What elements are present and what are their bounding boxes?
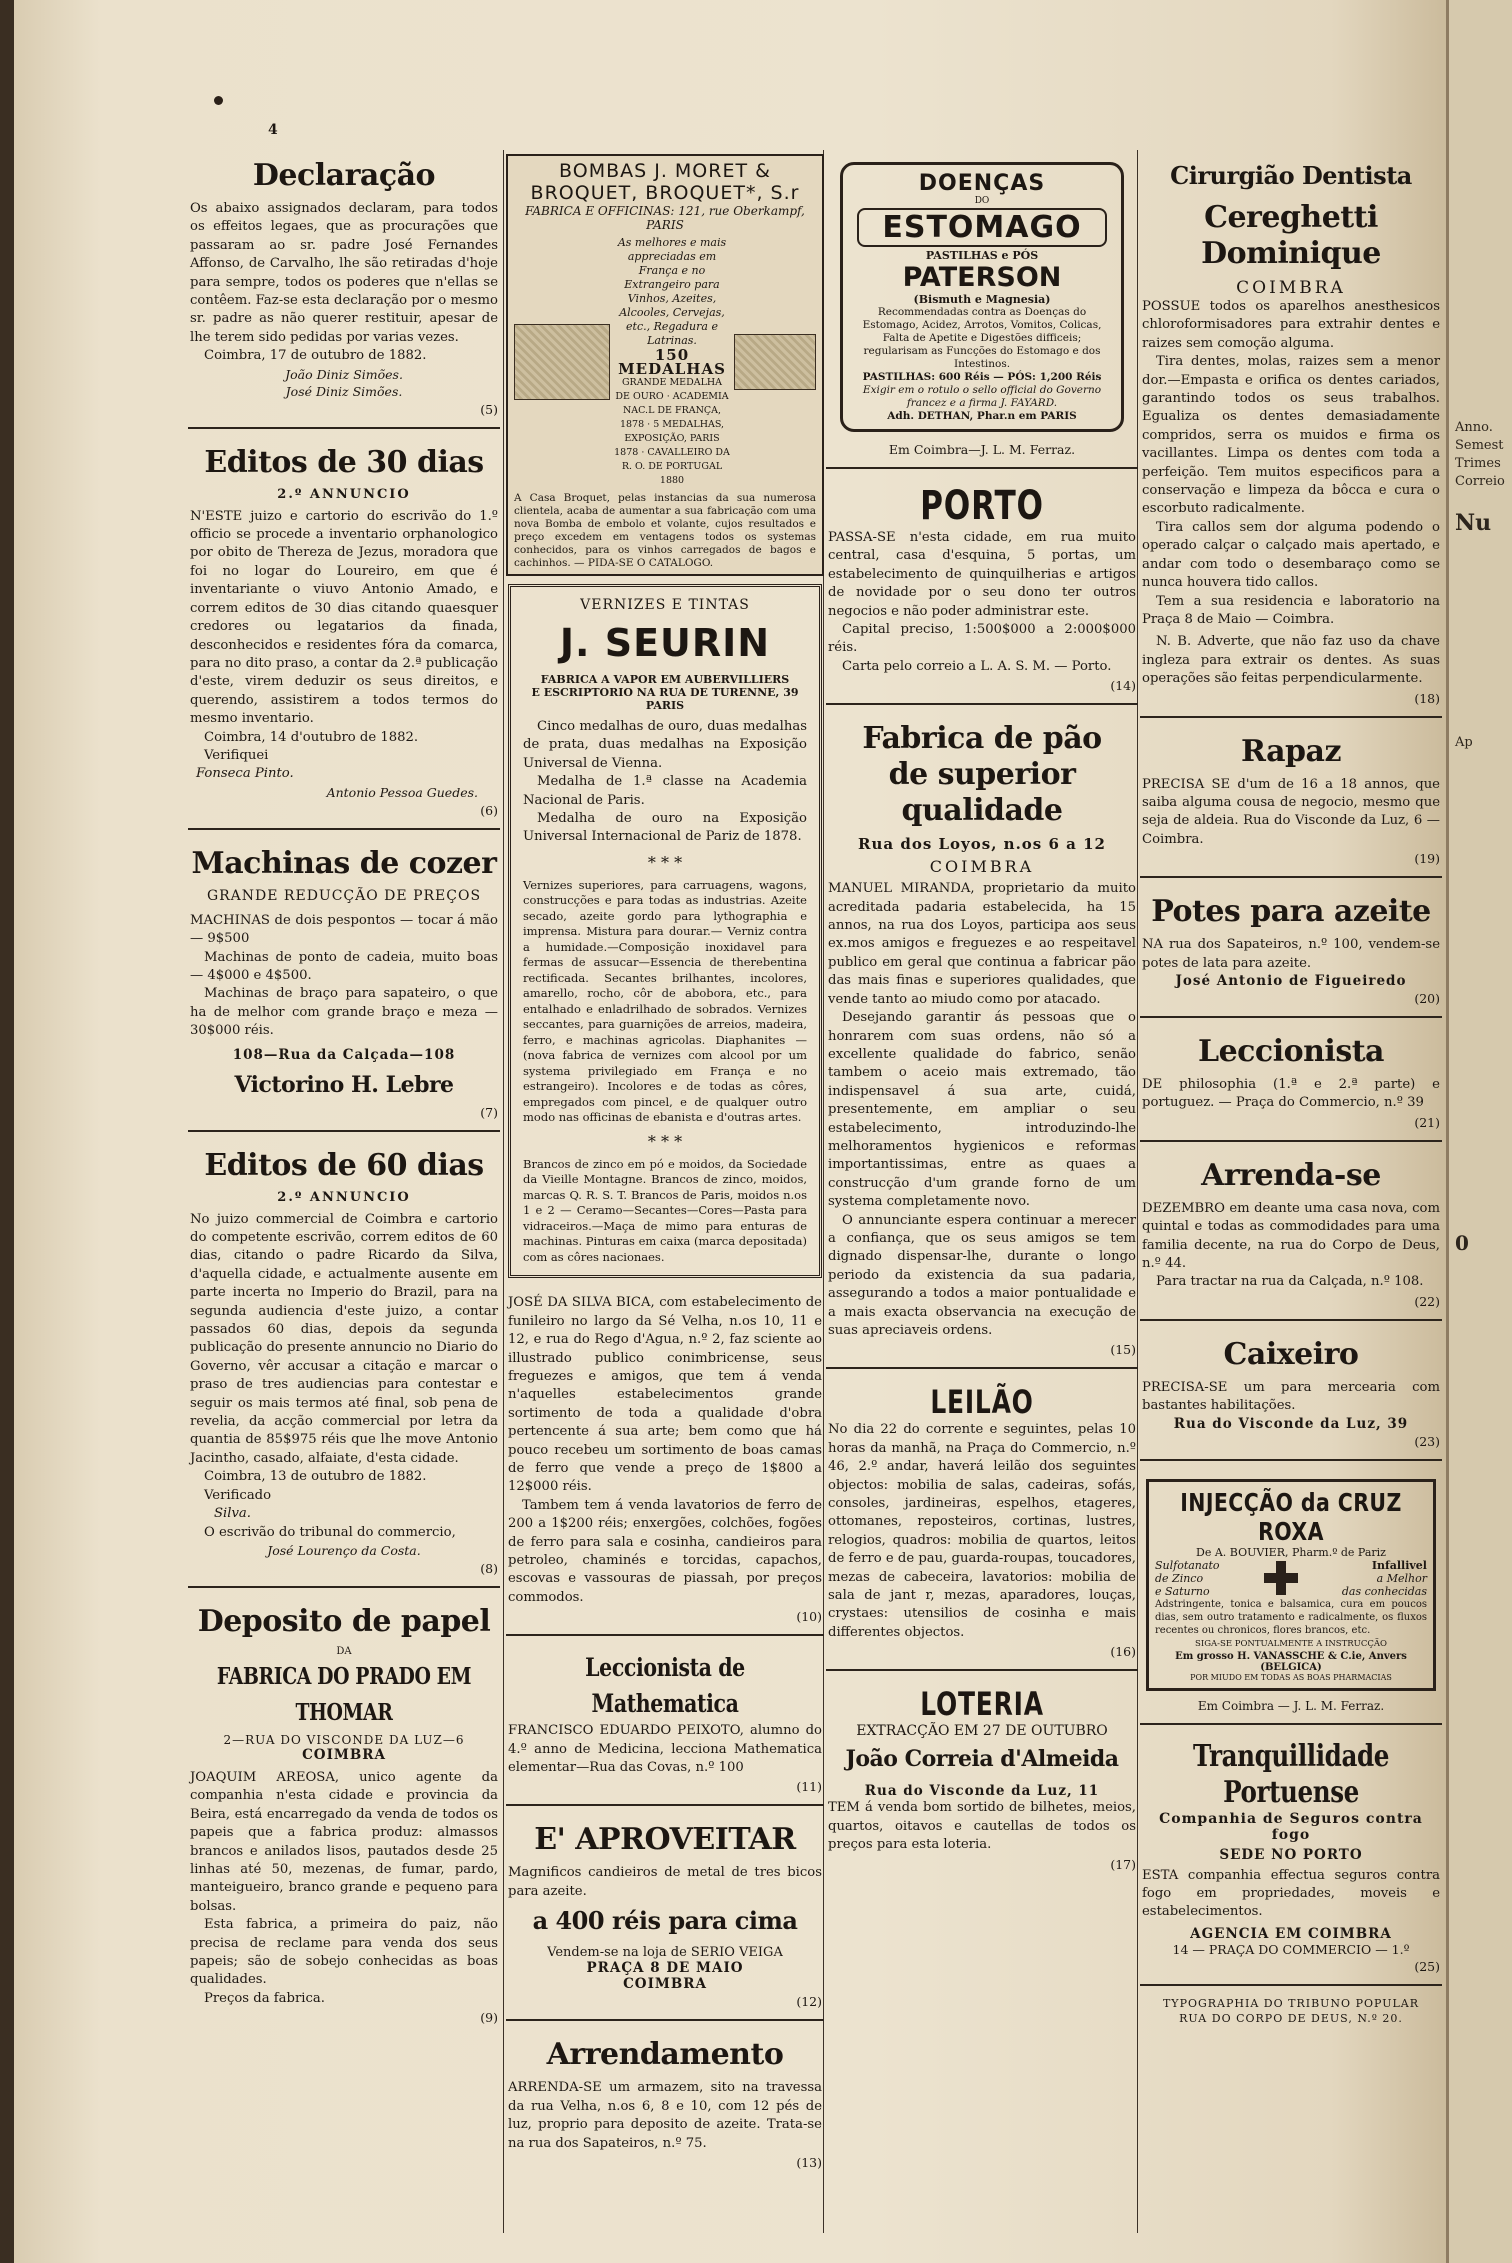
imprint-line: TYPOGRAPHIA DO TRIBUNO POPULAR — [1162, 1996, 1420, 2010]
column-rule — [503, 150, 504, 2233]
pump-illustration — [734, 334, 816, 390]
ad-text: FRANCISCO EDUARDO PEIXOTO, alumno do 4.º anno de Medicina, lecciona Mathematica elementar—Rua das Covas, n.º 100 — [508, 1723, 822, 1776]
ad-text: Os abaixo assignados declaram, para todos os effeitos legaes, que as procurações que passaram ao sr. padre José Fernandes Affonso, de Carvalho, lhe são retiradas d'hoje para sempre, todos os poderes que n'ellas se contêem. Faz-se esta declaração por o mesmo sr. padre as não querer restituir, apesar de lhe terem sido pedidas por varias vezes. — [190, 201, 498, 345]
ad-text: DE philosophia (1.ª e 2.ª parte) e portuguez. — Praça do Commercio, n.º 39 — [1142, 1076, 1440, 1111]
ad-text: Vernizes superiores, para carruagens, wagons, construcções e para todas as industrias. Azeite secado, azeite gordo para lythographia e imprensa. Mistura para dourar.— Verniz contra a humidade.—Composição inoxidavel para fermas de assucar—Essencia de therebentina rectificada. Secantes brilhantes, incolores, amarello, rocho, côr de abobora, etc., para entalhado e enladrilhado de sobrados. Vernizes seccantes, para guarnições de arreios, madeira, ferro, e machinas agricolas. Diaphanites — (nova fabrica de vernizes com alcool por um systema privilegiado em França e no estrangeiro). Incolores e de todas as côres, empregados com pincel, e de qualquer outro modo nas officinas de ebanista e d'outras artes. — [523, 877, 807, 1125]
ad-verified: Verificado — [204, 1487, 272, 1503]
ad-rapaz — [1140, 726, 1442, 879]
ad-text: a Melhor — [1376, 1571, 1427, 1585]
ad-price: PASTILHAS: 600 Réis — PÓS: 1,200 Réis — [862, 371, 1102, 383]
ad-title: Cirurgião Dentista — [1170, 161, 1412, 190]
ad-address: E ESCRIPTORIO NA RUA DE TURENNE, 39 — [531, 686, 799, 699]
ad-text: Tambem tem á venda lavatorios de ferro de 200 a 1$200 réis; enxergões, colchões, fogões de ferro para sala e cosinha, candieiros para petroleo, chaminés e torcidas, capachos, escovas e vassouras de piassah, por preços commodos. — [508, 1497, 822, 1605]
ad-text: TEM á venda bom sortido de bilhetes, meios, quartos, oitavos e cautellas de todos os preços para esta loteria. — [828, 1800, 1136, 1853]
ad-text: GRANDE MEDALHA DE OURO · ACADEMIA NAC.L DE FRANÇA, 1878 · 5 MEDALHAS, EXPOSIÇÃO, PARIS 1878 · CAVALLEIRO DA R. O. DE PORTUGAL 1880 — [614, 377, 730, 486]
ad-number: (21) — [1414, 1114, 1440, 1130]
ad-title: Leccionista de Mathematica — [585, 1653, 745, 1719]
ad-porto — [826, 477, 1138, 705]
ad-text: No dia 22 do corrente e seguintes, pelas 10 horas da manhã, na Praça do Commercio, n.º 46, 2.º andar, haverá leilão dos seguintes objectos: mobilia de salas, cadeiras, sofás, consoles, jardineiras, espelhos, etageres, ottomanes, reposteiros, cortinas, lustres, relogios, quadros: mobilia de quartos, leitos de ferro e de pau, guarda-roupas, toucadores, mezas de cabeceira, lavatorios: mobilia de sala de jant r, mezas, aparadores, louças, crystaes: utensilios de cosinha e mais differentes objectos. — [828, 1422, 1136, 1640]
ad-text: SIGA-SE PONTUALMENTE A INSTRUCÇÃO — [1195, 1638, 1387, 1649]
brand-name: PATERSON — [902, 262, 1062, 293]
ad-title: Arrenda-se — [1201, 1157, 1381, 1193]
signature: João Diniz Simões. — [285, 366, 403, 382]
ad-title: Fabrica de pão — [862, 721, 1102, 757]
ad-text: Magnificos candieiros de metal de tres bicos para azeite. — [508, 1865, 822, 1899]
ad-text: de Zinco — [1155, 1571, 1204, 1585]
seller-name: João Correia d'Almeida — [845, 1746, 1119, 1773]
ad-text: JOAQUIM AREOSA, unico agente da companhia n'esta cidade e provincia da Beira, está encarregado da venda de todos os papeis que a fabrica produz: almassos brancos e anilados lisos, pautados desde 25 linhas até 50, mezenas, de fumar, pardo, manteigueiro, branco grande e pequeno para bolsas. — [190, 1769, 498, 1914]
ad-address: FABRICA A VAPOR EM AUBERVILLIERS — [540, 673, 790, 686]
clerk-label: O escrivão do tribunal do commercio, — [204, 1524, 456, 1540]
ad-title: Tranquillidade Portuense — [1192, 1738, 1390, 1810]
ad-tranquillidade — [1140, 1733, 1442, 1986]
ad-text: NA rua dos Sapateiros, n.º 100, vendem-se potes de lata para azeite. — [1142, 937, 1440, 971]
ad-number: (14) — [1110, 678, 1136, 694]
ad-text: Infallivel — [1371, 1558, 1427, 1572]
ad-text: Sulfotanato — [1155, 1558, 1220, 1572]
ad-subtitle: Companhia de Seguros contra fogo — [1159, 1810, 1423, 1843]
ad-title: E' APROVEITAR — [534, 1822, 796, 1858]
ad-text: MACHINAS de dois pespontos — tocar á mão — 9$500 — [190, 912, 498, 947]
ad-text: ARRENDA-SE um armazem, sito na travessa da rua Velha, n.os 6, 8 e 10, com 12 pés de luz, proprio para deposito de azeite. Trata-se na rua dos Sapateiros, n.º 75. — [508, 2080, 822, 2151]
ad-number: (18) — [1414, 690, 1440, 706]
ad-number: (15) — [1110, 1342, 1136, 1358]
edge-fragment: 0 — [1455, 1231, 1469, 1255]
ad-text: Em grosso H. VANASSCHE & C.ie, Anvers (BELGICA) — [1175, 1650, 1407, 1673]
ad-text: Carta pelo correio a L. A. S. M. — Porto. — [842, 658, 1112, 674]
ad-title: ESTOMAGO — [857, 208, 1107, 247]
ad-note: N. B. Adverte, que não faz uso da chave ingleza para extrair os dentes. As suas operações são feitas perpendicularmente. — [1142, 634, 1440, 687]
adjacent-page-edge — [1446, 0, 1512, 2263]
column-2 — [506, 150, 824, 2233]
ad-address: Rua do Visconde da Luz, 11 — [864, 1783, 1100, 1800]
cross-icon — [1264, 1561, 1298, 1595]
ad-dentista — [1140, 150, 1442, 718]
ad-price: a 400 réis para cima — [532, 1906, 798, 1936]
ad-number: (13) — [796, 2154, 822, 2170]
ad-text: As melhores e mais appreciadas em França e no Extrangeiro para Vinhos, Azeites, Alcooles, Cervejas, etc., Regadura e Latrinas. — [617, 236, 727, 347]
ad-text: Para tractar na rua da Calçada, n.º 108. — [1156, 1274, 1424, 1290]
ad-text: Tira dentes, molas, raizes sem a menor dor.—Empasta e orifica os dentes cariados, garantindo todos os seus trabalhos. Egualiza os dentes demasiadamente compridos, serra os muidos e firma os vacillantes. Limpa os dentes com toda a perfeição. Tem muitos especificos para a conservação e limpeza da bôcca e cura o escorbuto radicalmente. — [1142, 354, 1440, 517]
edge-fragment: Trimes — [1455, 456, 1501, 471]
ad-title: LEILÃO — [930, 1383, 1034, 1422]
ad-title: Leccionista — [1197, 1033, 1384, 1069]
ad-editos-60 — [188, 1140, 500, 1588]
ad-city: COIMBRA — [929, 857, 1035, 877]
ad-aproveitar — [506, 1814, 824, 2021]
ad-city: COIMBRA — [1236, 278, 1346, 298]
signature: José Diniz Simões. — [285, 383, 403, 399]
ad-text: DEZEMBRO em deante uma casa nova, com quintal e todas as commodidades para uma familia decente, na rua do Corpo de Deus, n.º 44. — [1142, 1200, 1440, 1271]
ad-number: (20) — [1414, 990, 1440, 1006]
ad-injeccao — [1140, 1469, 1442, 1725]
ad-text: ESTA companhia effectua seguros contra fogo em propriedades, moveis e estabelecimentos. — [1142, 1867, 1440, 1920]
ad-text: Exigir em o rotulo o sello official do Governo francez e a firma J. FAYARD. — [862, 384, 1102, 409]
ad-date: Coimbra, 13 de outubro de 1882. — [204, 1469, 427, 1485]
ad-number: (22) — [1414, 1293, 1440, 1309]
ad-title: BOMBAS J. MORET & BROQUET, BROQUET*, S.r — [530, 160, 800, 204]
ad-date: Coimbra, 17 de outubro de 1882. — [204, 348, 427, 364]
ad-editos-30 — [188, 437, 500, 830]
ad-prices: Preços da fabrica. — [204, 1990, 325, 2006]
ad-number: (8) — [480, 1560, 498, 1576]
ad-address: Rua do Visconde da Luz, 39 — [1173, 1415, 1409, 1432]
ad-maker: De A. BOUVIER, Pharm.º de Pariz — [1196, 1545, 1386, 1559]
ad-leccionista — [1140, 1026, 1442, 1142]
ad-text: Brancos de zinco em pó e moidos, da Sociedade da Vieille Montagne. Brancos de zinco, moidos, marcas Q. R. S. T. Brancos de Paris, moidos n.os 1 e 2 — Ceramo—Secantes—Cores—Pasta para vidraceiros.—Maça de mimo para enturas de machinas. Pinturas em caixa (marca depositada) com as côres nacionaes. — [523, 1156, 807, 1264]
ad-verified: Verifiquei — [204, 747, 269, 763]
ad-text: Machinas de ponto de cadeia, muito boas — 4$000 e 4$500. — [190, 949, 498, 983]
ad-number: (10) — [796, 1609, 822, 1625]
column-3 — [826, 150, 1138, 2233]
ad-moret-broquet — [506, 154, 824, 576]
ad-title: Deposito de papel — [197, 1603, 491, 1639]
ad-text: Desejando garantir ás pessoas que o honrarem com suas ordens, não só a excellente qualidade do fabrico, senão tambem o aceio mais extremado, tão indispensavel á sua arte, cuidá, presentemente, em ampliar o seu estabelecimento, introduzindo-lhe melhoramentos hygienicos e reformas importantissimas, entre as quaes a construcção d'um grande forno de um systema completamente novo. — [828, 1010, 1136, 1210]
ad-arrenda-se — [1140, 1150, 1442, 1321]
ad-title: Editos de 30 dias — [204, 444, 484, 480]
ornament-dot — [214, 96, 223, 105]
clerk-name: José Lourenço da Costa. — [267, 1542, 421, 1558]
ad-subtitle: EXTRACÇÃO EM 27 DE OUTUBRO — [856, 1723, 1108, 1740]
ad-title: Editos de 60 dias — [204, 1147, 484, 1183]
ad-potes — [1140, 886, 1442, 1018]
ad-address: 108—Rua da Calçada—108 — [232, 1046, 456, 1063]
ad-title: Declaração — [252, 158, 436, 193]
ad-title: PORTO — [920, 483, 1044, 529]
ad-number: (19) — [1414, 851, 1440, 867]
agent: Em Coimbra—J. L. M. Ferraz. — [888, 442, 1076, 457]
ad-text: Cinco medalhas de ouro, duas medalhas de prata, duas medalhas na Exposição Universal de Vienna. — [523, 719, 807, 771]
ad-text: Adh. DETHAN, Phar.n em PARIS — [887, 410, 1077, 422]
ad-seller: Vendem-se na loja de SERIO VEIGA — [547, 1945, 783, 1961]
ad-text: MANUEL MIRANDA, proprietario da muito acreditada padaria estabelecida, ha 15 annos, na rua dos Loyos, participa aos seus ex.mos amigos e freguezes e ao respeitavel publico em geral que continua a fabricar pão das mais finas e superiores qualidades, que vende tanto ao miudo como por atacado. — [828, 881, 1136, 1007]
ad-text: PASSA-SE n'esta cidade, em rua muito central, casa d'esquina, 5 portas, um estabelecimento de quinquilherias e artigos de novidade por o seu dono ter outros negocios e não poder administrar este. — [828, 530, 1136, 619]
ad-text: Medalha de ouro na Exposição Universal Internacional de Pariz de 1878. — [523, 811, 807, 845]
ad-subtitle: 2.º ANNUNCIO — [277, 1189, 411, 1205]
ad-title: Potes para azeite — [1151, 894, 1431, 930]
factory-name: FABRICA DO PRADO EM THOMAR — [216, 1662, 472, 1726]
ad-number: (23) — [1414, 1433, 1440, 1449]
ad-text: Tem a sua residencia e laboratorio na Praça 8 de Maio — Coimbra. — [1142, 593, 1440, 627]
ad-text: Esta fabrica, a primeira do paiz, não precisa de reclame para venda dos seus papeis; são de sobejo conhecidas as boas qualidades. — [190, 1917, 498, 1988]
ad-seurin: VERNIZES E TINTAS J. SEURIN FABRICA A VAPOR EM AUBERVILLIERS E ESCRIPTORIO NA RUA DE TURENNE, 39 PARIS Cinco medalhas de ouro, duas medalhas de prata, duas medalhas na Exposição Universal de Vienna. Medalha de 1.ª classe na Academia Nacional de Paris. Medalha de ouro na Exposição Universal Internacional de Pariz de 1878. * * * Vernizes superiores, para carruagens, wagons, construcções e para todas as industrias. Azeite secado, azeite gordo para lythographia e imprensa. Mistura para dourar.— Verniz contra a humidade.—Composição inoxidavel para fermas de assucar—Essencia de therebentina rectificada. Secantes brilhantes, incolores, amarello, rocho, côr de abobora, etc., para entalhado e enladrilhado de sobrados. Vernizes seccantes, para guarnições de arreios, madeira, ferro, e machinas agricolas. Diaphanites — (nova fabrica de vernizes com alcool por um systema privilegiado em França e no estrangeiro). Incolores e de todas as côres, empregados com pincel, e de qualquer outro modo nas officinas de ebanista e d'outras artes. * * * Brancos de zinco em pó e moidos, da Sociedade da Vieille Montagne. Brancos de zinco, moidos, marcas Q. R. S. T. Brancos de Paris, moidos n.os 1 e 2 — Ceramo—Secantes—Cores—Pasta para vidraceiros.—Maça de mimo para enturas de machinas. Pinturas em caixa (marca depositada) com as côres nacionaes. — [508, 584, 822, 1278]
ad-agency: AGENCIA EM COIMBRA — [1190, 1925, 1392, 1942]
agent: Em Coimbra — J. L. M. Ferraz. — [1197, 1698, 1385, 1713]
ad-text: Tira callos sem dor alguma podendo o operado calçar o calçado mais apertado, e andar com todo o desembaraço como se nunca houvera tido callos. — [1142, 519, 1440, 591]
ad-number: (16) — [1110, 1644, 1136, 1660]
ad-title: J. SEURIN — [559, 621, 771, 665]
ad-address: PRAÇA 8 DE MAIO — [586, 1960, 744, 1977]
ad-subtitle: 2.º ANNUNCIO — [277, 486, 411, 502]
ad-deposito — [188, 1596, 500, 2035]
imprint — [1140, 1996, 1442, 2026]
merchant-name: Victorino H. Lebre — [234, 1071, 454, 1098]
ad-text: JOSÉ DA SILVA BICA, com estabelecimento de funileiro no largo da Sé Velha, n.os 10, 11 e 12, e rua do Rego d'Agua, n.º 2, faz sciente ao illustrado publico conimbricense, seus freguezes e amigos, que tem á venda n'aquelles estabelecimentos grande sortimento de toda a qualidade d'obra pertencente á sua arte; bem como que há pouco recebeu um sortimento de boas camas de ferro que vende a preço de 1$800 a 12$000 réis. — [508, 1295, 822, 1495]
ad-number: (7) — [480, 1104, 498, 1120]
ad-subtitle: (Bismuth e Magnesia) — [913, 293, 1051, 306]
column-1 — [188, 150, 500, 2233]
edge-fragment: Nu — [1455, 510, 1492, 536]
ad-mathematica — [506, 1644, 824, 1806]
seller-name: José Antonio de Figueiredo — [1175, 972, 1407, 989]
ad-text: Machinas de braço para sapateiro, o que ha de melhor com grande braço e meza — 30$000 réis. — [190, 986, 498, 1039]
ad-text: PRECISA-SE um para mercearia com bastantes habilitações. — [1142, 1379, 1440, 1414]
ad-text: O annunciante espera continuar a merecer a confiança, que os seus amigos se tem dignado dispensar-lhe, durante o longo periodo da existencia da sua padaria, assegurando a todos a maior pontualidade e a mais exacta observancia na execução de suas apreciaveis ordens. — [828, 1212, 1136, 1338]
page-number: 4 — [268, 122, 278, 138]
ad-city: COIMBRA — [302, 1746, 386, 1763]
clerk-name: Antonio Pessoa Guedes. — [326, 784, 478, 800]
ad-leilao — [826, 1377, 1138, 1671]
ad-fabrica-pao — [826, 713, 1138, 1369]
ad-date: Coimbra, 14 d'outubro de 1882. — [204, 729, 419, 745]
ad-address: Rua dos Loyos, n.os 6 a 12 — [858, 835, 1106, 854]
ad-text: e Saturno — [1155, 1584, 1210, 1598]
ad-title: Machinas de cozer — [191, 845, 497, 881]
ad-subtitle: GRANDE REDUCÇÃO DE PREÇOS — [206, 887, 482, 904]
ad-title: Caixeiro — [1223, 1336, 1359, 1372]
ad-text: N'ESTE juizo e cartorio do escrivão do 1.º officio se procede a inventario orphanologico por obito de Thereza de Jezus, moradora que foi no logar do Loureiro, em que é inventariante o viuvo Antonio Amado, e correm editos de 30 dias citando quaesquer credores ou legatarios da finada, desconhecidos e residentes fóra da comarca, para no dito praso, a contar da 2.ª publicação d'este, virem deduzir os seus direitos, e querendo, assistirem a todos termos do mesmo inventario. — [190, 508, 498, 727]
ad-text: PRECISA SE d'um de 16 a 18 annos, que saiba alguma cousa de negocio, mesmo que seja de aldeia. Rua do Visconde da Luz, 6 — Coimbra. — [1142, 776, 1440, 847]
imprint-line: RUA DO CORPO DE DEUS, N.º 20. — [1179, 2011, 1403, 2025]
ad-number: (5) — [480, 401, 498, 417]
ad-street: 2—RUA DO VISCONDE DA LUZ—6 — [223, 1732, 465, 1747]
ad-paterson — [826, 150, 1138, 469]
ad-number: (6) — [480, 802, 498, 818]
ad-number: (9) — [480, 2010, 498, 2026]
ad-text: Capital preciso, 1:500$000 a 2:000$000 réis. — [828, 622, 1136, 656]
ad-number: (11) — [796, 1779, 822, 1795]
ad-text: Recommendadas contra as Doenças do Estomago, Acidez, Arrotos, Vomitos, Colicas, Falta de Apetite e Digestões difficeis; regularisam as Funcções do Estomago e dos Intestinos. — [862, 306, 1102, 370]
ad-number: (12) — [796, 1994, 822, 2010]
ad-title: LOTERIA — [920, 1685, 1044, 1724]
ad-number: (25) — [1414, 1958, 1440, 1974]
newspaper-page — [14, 0, 1446, 2263]
ad-city: COIMBRA — [623, 1976, 707, 1993]
ad-title: INJECÇÃO da CRUZ ROXA — [1180, 1487, 1402, 1546]
ad-subtitle: PASTILHAS e PÓS — [925, 249, 1039, 262]
ad-machinas — [188, 838, 500, 1132]
ad-arrendamento — [506, 2029, 824, 2180]
ad-text: A Casa Broquet, pelas instancias da sua numerosa clientela, acaba de aumentar a sua fabricação com uma nova Bomba de embolo et volante, cujos resultados e preço excedem em ventagens todos os systemas conhecidos, para os vinhos carregados de bagos e cachinhos. — PIDA-SE O CATALOGO. — [514, 492, 816, 569]
ad-declaracao — [188, 150, 500, 429]
medals-label: 150 MEDALHAS — [618, 346, 726, 378]
ad-text: Adstringente, tonica e balsamica, cura em poucos dias, sem outro tratamento e radicalmente, os fluxos recentes ou chronicos, flores brancos, etc. — [1155, 1598, 1427, 1636]
ad-title: Rapaz — [1240, 733, 1341, 769]
judge-name: Silva. — [214, 1506, 251, 1522]
ad-address: FABRICA E OFFICINAS: 121, rue Oberkampf, PARIS — [525, 204, 805, 232]
ad-text: POR MIUDO EM TODAS AS BOAS PHARMACIAS — [1190, 1672, 1392, 1682]
ad-address: 14 — PRAÇA DO COMMERCIO — 1.º — [1172, 1941, 1410, 1957]
edge-fragment: Ap — [1455, 735, 1473, 750]
column-4 — [1140, 150, 1442, 2233]
ad-da: DA — [336, 1645, 352, 1657]
ad-seat: SEDE NO PORTO — [1219, 1846, 1363, 1863]
ad-loteria — [826, 1679, 1138, 1881]
ad-title: Arrendamento — [546, 2037, 784, 2073]
pump-illustration — [514, 324, 610, 400]
edge-fragment: Correio — [1455, 474, 1505, 489]
ad-heading: VERNIZES E TINTAS — [580, 597, 750, 613]
ad-text: das conhecidas — [1341, 1584, 1427, 1598]
ad-text: DO — [974, 196, 990, 206]
ad-number: (17) — [1110, 1856, 1136, 1872]
ad-title: DOENÇAS — [918, 171, 1046, 196]
ad-text: Medalha de 1.ª classe na Academia Nacional de Paris. — [523, 774, 807, 808]
edge-fragment: Anno. — [1455, 420, 1493, 435]
judge-name: Fonseca Pinto. — [196, 766, 294, 782]
ad-text: No juizo commercial de Coimbra e cartorio do competente escrivão, correm editos de 60 dias, citando o padre Ricardo da Silva, d'aquella cidade, e actualmente ausente em parte incerta no Imperio do Brazil, para na segunda audiencia d'este juizo, a contar passados 60 dias, depois da segunda publicação do presente annuncio no Diario do Governo, vêr accusar a citação e marcar o praso de tres audiencias para contestar e seguir os mais termos até final, sob pena de revelia, da acção commercial por letra da quantia de 85$975 réis que lhe move Antonio Jacintho, casado, alfaiate, d'esta cidade. — [190, 1211, 498, 1466]
ad-bica — [506, 1288, 824, 1636]
ad-caixeiro — [1140, 1329, 1442, 1461]
ad-title: de superior qualidade — [888, 757, 1076, 829]
edge-fragment: Semest — [1455, 438, 1504, 453]
ad-address: PARIS — [645, 699, 685, 712]
dentist-name: Cereghetti Dominique — [1201, 200, 1381, 271]
ad-text: POSSUE todos os aparelhos anesthesicos chloroformisadores para extrahir dentes e raizes sem comoção alguma. — [1142, 299, 1440, 351]
